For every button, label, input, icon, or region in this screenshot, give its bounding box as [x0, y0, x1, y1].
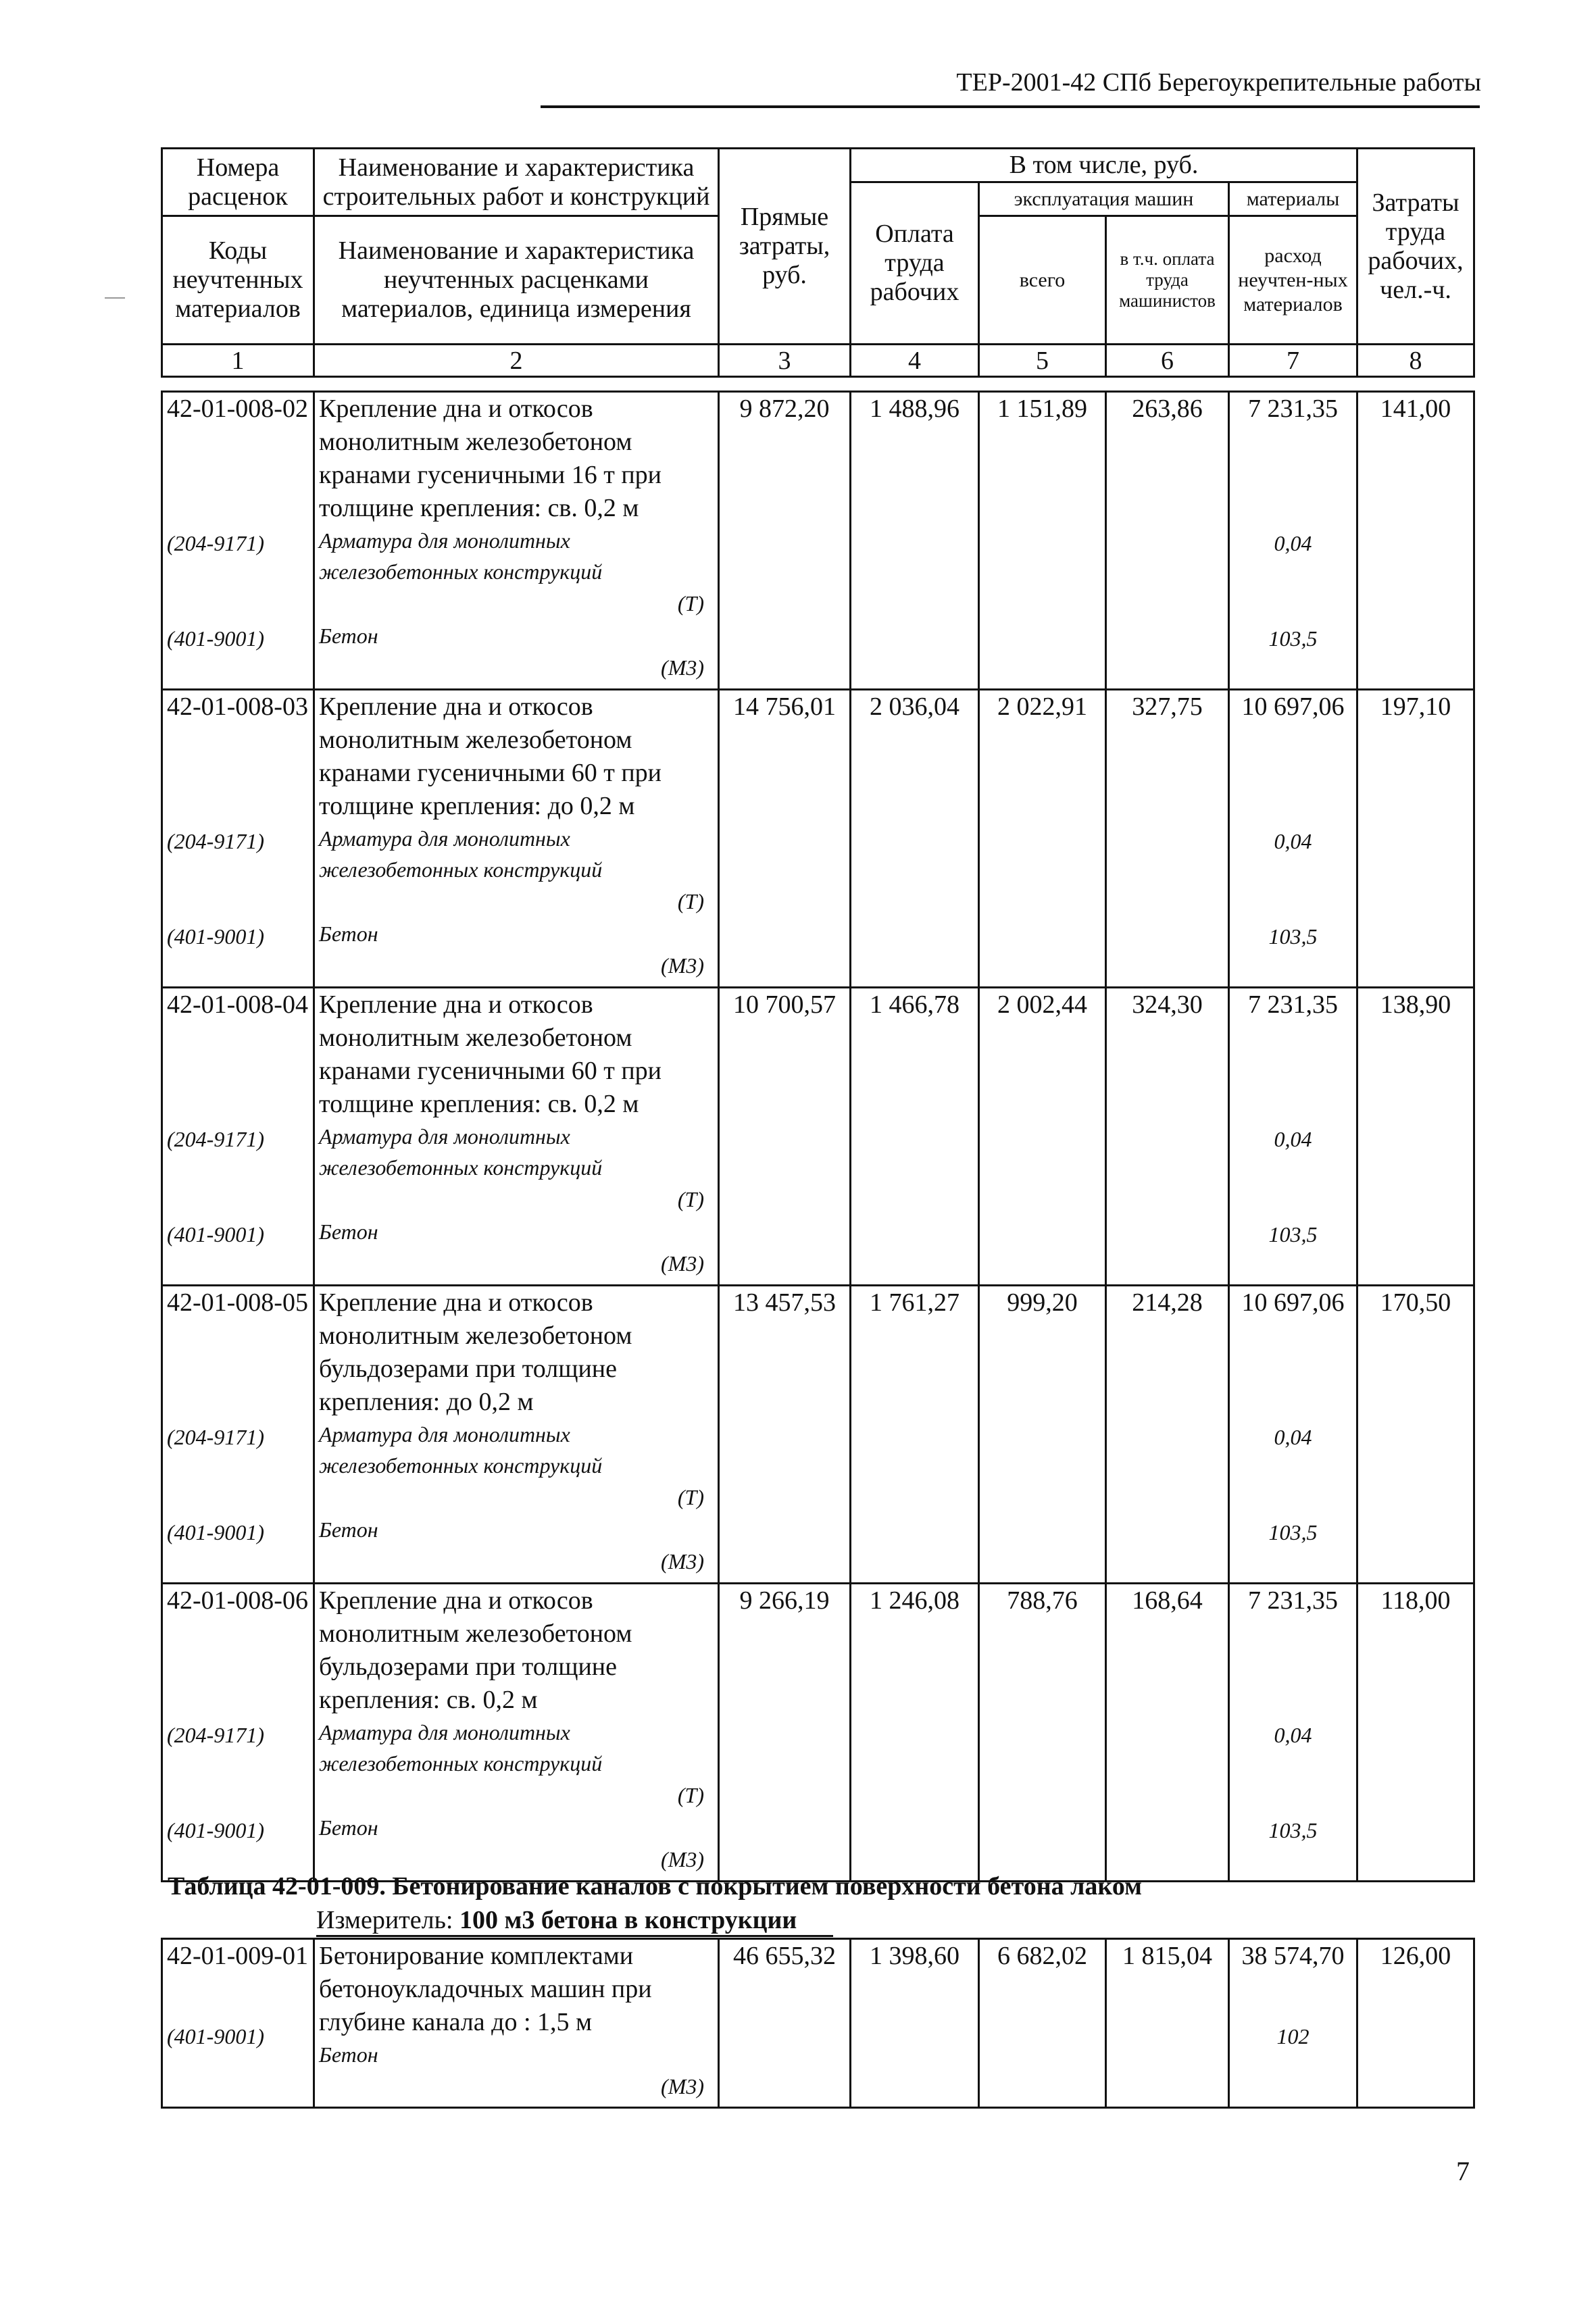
col-number: 1 — [162, 345, 314, 377]
meter-value: 100 м3 бетона в конструкции — [459, 1906, 797, 1934]
material-consumption: 0,04 — [1274, 531, 1312, 555]
operator-wages: 327,75 — [1106, 690, 1229, 988]
material-unit: (Т) — [677, 1187, 704, 1211]
material-consumption: 102 — [1276, 2024, 1310, 2048]
direct-costs: 13 457,53 — [719, 1286, 851, 1584]
operator-wages: 168,64 — [1106, 1584, 1229, 1882]
header-worker-wages: Оплата труда рабочих — [851, 182, 979, 345]
header-materials-group: материалы — [1229, 182, 1357, 216]
direct-costs: 9 872,20 — [719, 392, 851, 690]
worker-wages: 1 398,60 — [851, 1939, 979, 2108]
page-number: 7 — [1456, 2156, 1470, 2186]
column-header-table — [161, 147, 1475, 378]
material-unit: (М3) — [661, 1847, 704, 1871]
worker-wages: 1 488,96 — [851, 392, 979, 690]
material-unit: (М3) — [661, 1549, 704, 1574]
labor-hours: 170,50 — [1357, 1286, 1474, 1584]
material-unit: (Т) — [677, 889, 704, 913]
material-code: (204-9171) — [167, 531, 264, 555]
work-description: Крепление дна и откосов монолитным железобетоном кранами гусеничными 60 т при толщине крепления: св. 0,2 м — [319, 990, 662, 1118]
materials-cost: 10 697,06 — [1241, 1288, 1345, 1317]
header-machines-group: эксплуатация машин — [979, 182, 1229, 216]
col-number: 7 — [1229, 345, 1357, 377]
material-consumption: 103,5 — [1268, 924, 1318, 949]
header-direct-costs: Прямые затраты, руб. — [719, 149, 851, 345]
direct-costs: 46 655,32 — [719, 1939, 851, 2108]
table-row — [162, 1286, 1474, 1584]
table-row — [162, 988, 1474, 1286]
work-description: Крепление дна и откосов монолитным железобетоном кранами гусеничными 60 т при толщине крепления: до 0,2 м — [319, 693, 662, 820]
machines-total: 6 682,02 — [979, 1939, 1106, 2108]
work-description: Крепление дна и откосов монолитным железобетоном бульдозерами при толщине крепления: до 0,2 м — [319, 1288, 632, 1416]
col-number: 6 — [1106, 345, 1229, 377]
material-code: (401-9001) — [167, 1818, 264, 1842]
material-name: Бетон — [319, 624, 378, 648]
materials-cost: 7 231,35 — [1248, 1586, 1338, 1615]
header-including-group: В том числе, руб. — [851, 149, 1357, 182]
rates-table — [161, 391, 1475, 1882]
material-name: Арматура для монолитных железобетонных конструкций — [319, 1422, 603, 1478]
meter-prefix: Измеритель: — [316, 1906, 459, 1934]
rate-code: 42-01-008-03 — [167, 693, 308, 721]
worker-wages: 1 466,78 — [851, 988, 979, 1286]
material-consumption: 0,04 — [1274, 1127, 1312, 1151]
material-unit: (М3) — [661, 2074, 704, 2098]
meter-underline — [316, 1935, 833, 1937]
page-header-title: ТЕР-2001-42 СПб Берегоукрепительные работы — [956, 68, 1481, 97]
material-code: (204-9171) — [167, 1127, 264, 1151]
operator-wages: 263,86 — [1106, 392, 1229, 690]
material-consumption: 0,04 — [1274, 829, 1312, 853]
worker-wages: 1 246,08 — [851, 1584, 979, 1882]
material-consumption: 103,5 — [1268, 1818, 1318, 1842]
material-consumption: 0,04 — [1274, 1425, 1312, 1449]
machines-total: 788,76 — [979, 1584, 1106, 1882]
worker-wages: 2 036,04 — [851, 690, 979, 988]
material-name: Арматура для монолитных железобетонных конструкций — [319, 1720, 603, 1776]
material-name: Бетон — [319, 1815, 378, 1840]
machines-total: 999,20 — [979, 1286, 1106, 1584]
material-code: (401-9001) — [167, 1222, 264, 1247]
material-consumption: 103,5 — [1268, 1520, 1318, 1544]
materials-cost: 7 231,35 — [1248, 395, 1338, 423]
material-code: (204-9171) — [167, 829, 264, 853]
work-description: Крепление дна и откосов монолитным железобетоном бульдозерами при толщине крепления: св. 0,2 м — [319, 1586, 632, 1714]
header-work-name: Наименование и характеристика строительных работ и конструкций — [314, 149, 719, 216]
rate-code: 42-01-008-05 — [167, 1288, 308, 1317]
material-unit: (Т) — [677, 1485, 704, 1509]
operator-wages: 214,28 — [1106, 1286, 1229, 1584]
material-unit: (Т) — [677, 591, 704, 615]
materials-cost: 7 231,35 — [1248, 990, 1338, 1019]
header-labor-hours: Затраты труда рабочих, чел.-ч. — [1357, 149, 1474, 345]
material-unit: (М3) — [661, 655, 704, 680]
rate-code: 42-01-009-01 — [167, 1942, 308, 1970]
operator-wages: 1 815,04 — [1106, 1939, 1229, 2108]
material-unit: (Т) — [677, 1783, 704, 1807]
header-unaccounted-materials: расход неучтен-ных материалов — [1229, 216, 1357, 345]
col-number: 5 — [979, 345, 1106, 377]
materials-cost: 38 574,70 — [1241, 1942, 1345, 1970]
material-consumption: 103,5 — [1268, 1222, 1318, 1247]
material-name: Бетон — [319, 2042, 378, 2067]
material-name: Бетон — [319, 1517, 378, 1542]
material-name: Бетон — [319, 922, 378, 946]
table-42-01-009-title: Таблица 42-01-009. Бетонирование каналов с покрытием поверхности бетона лаком — [168, 1872, 1142, 1901]
material-code: (401-9001) — [167, 626, 264, 651]
col-number: 2 — [314, 345, 719, 377]
header-material-codes: Коды неучтенных материалов — [162, 216, 314, 345]
table-row — [162, 690, 1474, 988]
material-name: Арматура для монолитных железобетонных конструкций — [319, 1124, 603, 1180]
direct-costs: 14 756,01 — [719, 690, 851, 988]
machines-total: 1 151,89 — [979, 392, 1106, 690]
rate-code: 42-01-008-06 — [167, 1586, 308, 1615]
material-code: (401-9001) — [167, 1520, 264, 1544]
material-name: Арматура для монолитных железобетонных конструкций — [319, 826, 603, 882]
direct-costs: 9 266,19 — [719, 1584, 851, 1882]
material-consumption: 0,04 — [1274, 1723, 1312, 1747]
labor-hours: 126,00 — [1357, 1939, 1474, 2108]
work-description: Бетонирование комплектами бетоноукладочных машин при глубине канала до : 1,5 м — [319, 1942, 652, 2036]
header-machines-total: всего — [979, 216, 1106, 345]
col-number: 4 — [851, 345, 979, 377]
machines-total: 2 002,44 — [979, 988, 1106, 1286]
margin-mark — [105, 297, 125, 299]
work-description: Крепление дна и откосов монолитным железобетоном кранами гусеничными 16 т при толщине крепления: св. 0,2 м — [319, 395, 662, 522]
table-row — [162, 1939, 1474, 2108]
labor-hours: 138,90 — [1357, 988, 1474, 1286]
material-name: Арматура для монолитных железобетонных конструкций — [319, 528, 603, 584]
material-unit: (М3) — [661, 953, 704, 978]
machines-total: 2 022,91 — [979, 690, 1106, 988]
material-code: (204-9171) — [167, 1425, 264, 1449]
labor-hours: 141,00 — [1357, 392, 1474, 690]
materials-cost: 10 697,06 — [1241, 693, 1345, 721]
labor-hours: 197,10 — [1357, 690, 1474, 988]
table-row — [162, 1584, 1474, 1882]
table-row — [162, 392, 1474, 690]
material-consumption: 103,5 — [1268, 626, 1318, 651]
header-operator-wages: в т.ч. оплата труда машинистов — [1106, 216, 1229, 345]
table-meter — [316, 1905, 797, 1935]
material-code: (401-9001) — [167, 924, 264, 949]
material-name: Бетон — [319, 1219, 378, 1244]
rate-code: 42-01-008-04 — [167, 990, 308, 1019]
labor-hours: 118,00 — [1357, 1584, 1474, 1882]
operator-wages: 324,30 — [1106, 988, 1229, 1286]
col-number: 3 — [719, 345, 851, 377]
material-unit: (М3) — [661, 1251, 704, 1276]
header-rate-number: Номера расценок — [162, 149, 314, 216]
header-rule — [541, 105, 1480, 108]
rates-table-2 — [161, 1938, 1475, 2109]
material-code: (401-9001) — [167, 2024, 264, 2048]
direct-costs: 10 700,57 — [719, 988, 851, 1286]
col-number: 8 — [1357, 345, 1474, 377]
header-material-names: Наименование и характеристика неучтенных расценками материалов, единица измерения — [314, 216, 719, 345]
material-code: (204-9171) — [167, 1723, 264, 1747]
rate-code: 42-01-008-02 — [167, 395, 308, 423]
worker-wages: 1 761,27 — [851, 1286, 979, 1584]
